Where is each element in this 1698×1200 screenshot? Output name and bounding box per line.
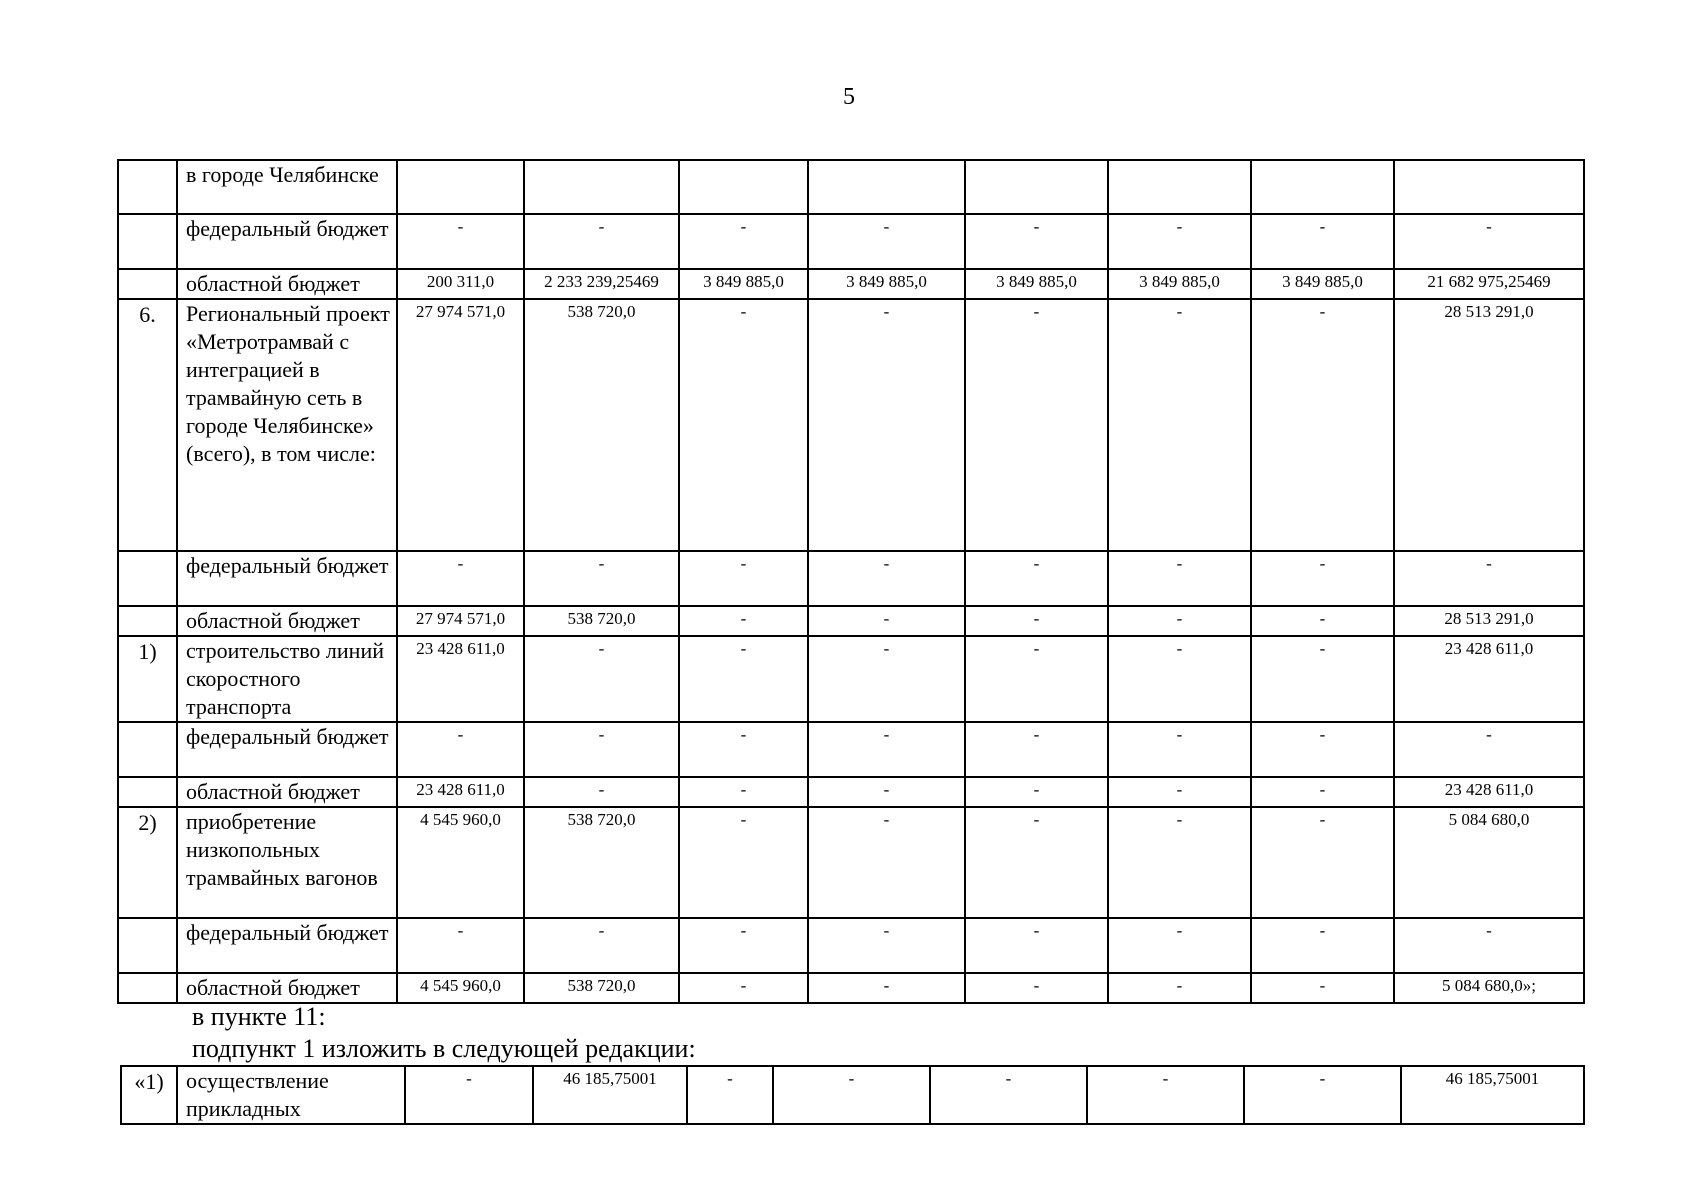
value-cell: [397, 160, 524, 214]
value-cell: -: [1087, 1066, 1244, 1124]
value-cell: [1394, 160, 1584, 214]
value-cell: -: [808, 777, 965, 807]
value-cell: -: [397, 214, 524, 269]
value-cell: -: [524, 214, 679, 269]
value-cell: -: [1251, 214, 1394, 269]
value-cell: -: [1251, 551, 1394, 606]
table-row: [118, 973, 1584, 1003]
value-cell: -: [1251, 299, 1394, 551]
row-label: областной бюджет: [177, 973, 397, 1003]
value-cell: -: [1251, 807, 1394, 918]
value-cell: 4 545 960,0: [397, 973, 524, 1003]
row-number: [118, 269, 177, 299]
row-number: [118, 160, 177, 214]
value-cell: 23 428 611,0: [397, 777, 524, 807]
value-cell: -: [773, 1066, 930, 1124]
value-cell: 538 720,0: [524, 299, 679, 551]
value-cell: -: [808, 722, 965, 777]
row-number: «1): [121, 1066, 177, 1124]
value-cell: -: [1394, 214, 1584, 269]
value-cell: [679, 160, 808, 214]
value-cell: -: [1394, 722, 1584, 777]
value-cell: 27 974 571,0: [397, 606, 524, 636]
text-line-2: подпункт 1 изложить в следующей редакции:: [192, 1034, 696, 1063]
table-row: [118, 299, 1584, 551]
row-number: [118, 551, 177, 606]
table-row: [118, 636, 1584, 722]
value-cell: 200 311,0: [397, 269, 524, 299]
value-cell: -: [1108, 299, 1251, 551]
value-cell: -: [1251, 973, 1394, 1003]
value-cell: 3 849 885,0: [1251, 269, 1394, 299]
value-cell: 538 720,0: [524, 973, 679, 1003]
value-cell: -: [808, 551, 965, 606]
value-cell: -: [1108, 807, 1251, 918]
value-cell: -: [397, 551, 524, 606]
value-cell: 3 849 885,0: [808, 269, 965, 299]
value-cell: -: [687, 1066, 773, 1124]
value-cell: -: [808, 214, 965, 269]
value-cell: 4 545 960,0: [397, 807, 524, 918]
row-number: 6.: [118, 299, 177, 551]
value-cell: -: [679, 214, 808, 269]
value-cell: -: [808, 973, 965, 1003]
table-row: [118, 918, 1584, 973]
value-cell: -: [1108, 973, 1251, 1003]
row-label: федеральный бюджет: [177, 918, 397, 973]
row-label: федеральный бюджет: [177, 214, 397, 269]
value-cell: 27 974 571,0: [397, 299, 524, 551]
value-cell: -: [1244, 1066, 1401, 1124]
value-cell: -: [397, 918, 524, 973]
value-cell: 5 084 680,0: [1394, 807, 1584, 918]
value-cell: -: [930, 1066, 1087, 1124]
value-cell: 5 084 680,0»;: [1394, 973, 1584, 1003]
value-cell: -: [808, 299, 965, 551]
value-cell: -: [965, 918, 1108, 973]
table-row: [118, 160, 1584, 214]
value-cell: 23 428 611,0: [397, 636, 524, 722]
value-cell: 28 513 291,0: [1394, 299, 1584, 551]
row-number: 2): [118, 807, 177, 918]
value-cell: 3 849 885,0: [679, 269, 808, 299]
value-cell: -: [965, 551, 1108, 606]
table-row: [118, 807, 1584, 918]
value-cell: 23 428 611,0: [1394, 636, 1584, 722]
row-label: федеральный бюджет: [177, 551, 397, 606]
value-cell: -: [1251, 606, 1394, 636]
value-cell: 46 185,75001: [533, 1066, 687, 1124]
row-label: в городе Челябинске: [177, 160, 397, 214]
value-cell: -: [1251, 722, 1394, 777]
row-number: [118, 722, 177, 777]
value-cell: -: [965, 777, 1108, 807]
row-label: осуществление прикладных: [177, 1066, 405, 1124]
row-label: областной бюджет: [177, 269, 397, 299]
row-label: приобретение низкопольных трамвайных вагонов: [177, 807, 397, 918]
value-cell: 538 720,0: [524, 606, 679, 636]
value-cell: -: [1108, 551, 1251, 606]
value-cell: -: [679, 299, 808, 551]
row-label: областной бюджет: [177, 777, 397, 807]
value-cell: -: [524, 918, 679, 973]
value-cell: 28 513 291,0: [1394, 606, 1584, 636]
value-cell: -: [679, 606, 808, 636]
row-number: [118, 918, 177, 973]
row-label: строительство линий скоростного транспорта: [177, 636, 397, 722]
value-cell: -: [405, 1066, 533, 1124]
value-cell: -: [679, 722, 808, 777]
value-cell: -: [679, 973, 808, 1003]
value-cell: -: [965, 299, 1108, 551]
table-row: [118, 551, 1584, 606]
value-cell: -: [1251, 918, 1394, 973]
value-cell: -: [965, 973, 1108, 1003]
value-cell: 3 849 885,0: [1108, 269, 1251, 299]
row-number: [118, 973, 177, 1003]
value-cell: -: [1394, 918, 1584, 973]
value-cell: -: [1108, 636, 1251, 722]
value-cell: 46 185,75001: [1401, 1066, 1584, 1124]
row-number: 1): [118, 636, 177, 722]
row-label: Региональный проект «Метротрамвай с интеграцией в трамвайную сеть в городе Челябинске» (всего), в том числе:: [177, 299, 397, 551]
table-row: [118, 777, 1584, 807]
budget-table: [117, 159, 1585, 1004]
value-cell: -: [1251, 777, 1394, 807]
value-cell: [965, 160, 1108, 214]
value-cell: -: [679, 551, 808, 606]
value-cell: -: [965, 606, 1108, 636]
value-cell: -: [397, 722, 524, 777]
row-number: [118, 214, 177, 269]
value-cell: -: [679, 777, 808, 807]
value-cell: 3 849 885,0: [965, 269, 1108, 299]
value-cell: -: [679, 807, 808, 918]
value-cell: -: [524, 722, 679, 777]
value-cell: -: [1251, 636, 1394, 722]
value-cell: -: [524, 551, 679, 606]
value-cell: 21 682 975,25469: [1394, 269, 1584, 299]
text-line-1: в пункте 11:: [192, 1002, 326, 1031]
value-cell: -: [1394, 551, 1584, 606]
value-cell: -: [1108, 722, 1251, 777]
value-cell: [1251, 160, 1394, 214]
row-label: областной бюджет: [177, 606, 397, 636]
row-label: федеральный бюджет: [177, 722, 397, 777]
value-cell: -: [1108, 918, 1251, 973]
table-row: [118, 214, 1584, 269]
value-cell: -: [679, 918, 808, 973]
value-cell: -: [965, 636, 1108, 722]
value-cell: 2 233 239,25469: [524, 269, 679, 299]
subitem-table: [120, 1065, 1585, 1125]
value-cell: -: [524, 636, 679, 722]
value-cell: -: [1108, 214, 1251, 269]
value-cell: -: [808, 636, 965, 722]
value-cell: -: [808, 606, 965, 636]
row-number: [118, 777, 177, 807]
value-cell: 23 428 611,0: [1394, 777, 1584, 807]
value-cell: [1108, 160, 1251, 214]
value-cell: -: [524, 777, 679, 807]
table-row: [118, 269, 1584, 299]
value-cell: -: [808, 807, 965, 918]
value-cell: [808, 160, 965, 214]
row-number: [118, 606, 177, 636]
table-row: [121, 1066, 1584, 1124]
value-cell: -: [1108, 777, 1251, 807]
value-cell: -: [808, 918, 965, 973]
value-cell: -: [965, 807, 1108, 918]
value-cell: [524, 160, 679, 214]
value-cell: -: [679, 636, 808, 722]
value-cell: -: [965, 214, 1108, 269]
table-row: [118, 606, 1584, 636]
value-cell: 538 720,0: [524, 807, 679, 918]
table-row: [118, 722, 1584, 777]
value-cell: -: [1108, 606, 1251, 636]
page-number: 5: [843, 84, 855, 110]
value-cell: -: [965, 722, 1108, 777]
